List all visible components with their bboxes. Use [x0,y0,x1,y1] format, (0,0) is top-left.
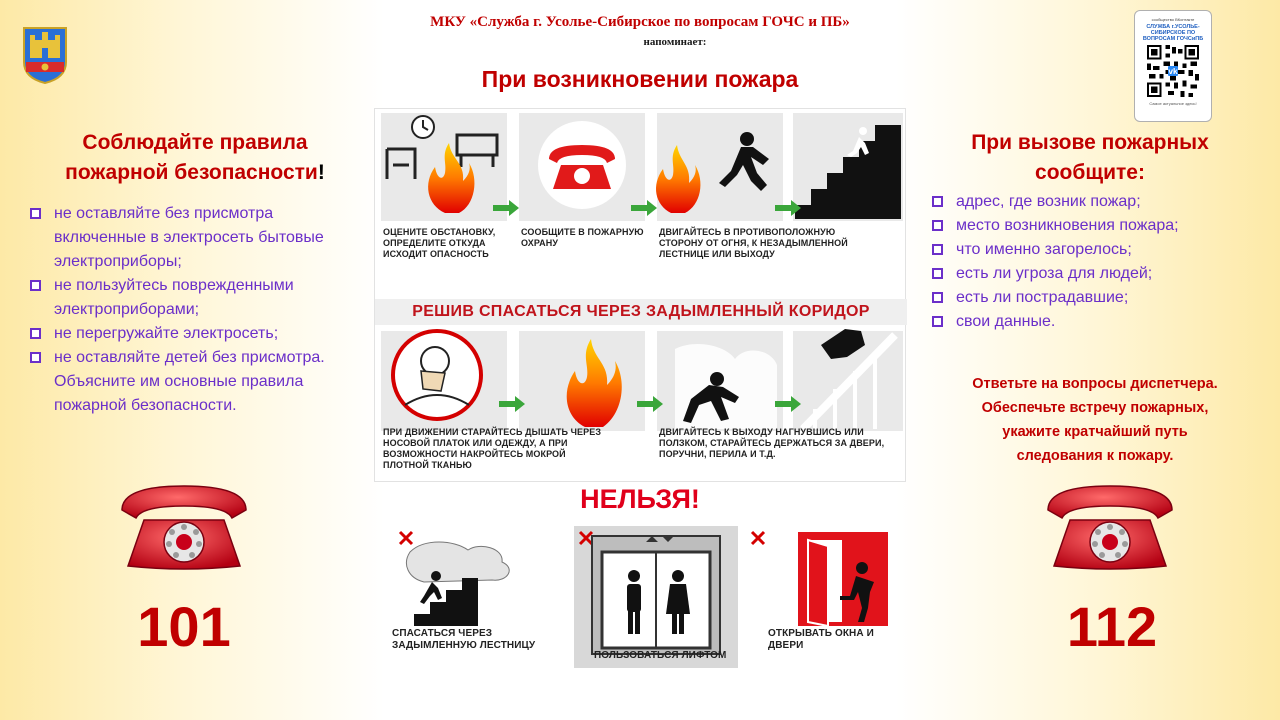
checkbox-bullet-icon [30,280,41,291]
qr-caption-top: сообщество ВКонтакте [1151,17,1195,22]
reminds-label: напоминает: [643,36,707,48]
list-item: не оставляйте без присмотра включенные в электросеть бытовые электроприборы; [28,202,358,274]
right-heading [930,128,1250,188]
svg-text:vk: vk [1168,66,1178,77]
telephone-icon [114,480,254,572]
forbidden-actions [384,522,894,672]
dispatcher-line: укажите кратчайший путь [1002,424,1188,440]
report-items-list [930,190,1250,334]
person-covering-face-icon [393,331,481,419]
list-item: не пользуйтесь поврежденными электроприборами; [28,274,358,322]
step-caption: ПРИ ДВИЖЕНИИ СТАРАЙТЕСЬ ДЫШАТЬ ЧЕРЕЗ НОСОВОЙ ПЛАТОК ИЛИ ОДЕЖДУ, А ПРИ ВОЗМОЖНОСТИ НАКРОЙТЕСЬ МОКРОЙ ПЛОТНОЙ ТКАНЬЮ [383,427,602,470]
list-item: есть ли пострадавшие; [930,286,1250,310]
dispatcher-line: Обеспечьте встречу пожарных, [981,400,1209,416]
dispatcher-line: следования к пожару. [1016,448,1174,464]
forbidden-caption: ОТКРЫВАТЬ ОКНА И ДВЕРИ [768,628,874,651]
list-item: не перегружайте электросеть; [28,322,358,346]
checkbox-bullet-icon [30,352,41,363]
safety-rules-list [28,202,358,418]
list-item: адрес, где возник пожар; [930,190,1250,214]
right-heading-line1: При вызове пожарных [971,131,1209,154]
qr-caption-bottom: Самое актуальное здесь! [1149,101,1197,106]
list-item: что именно загорелось; [930,238,1250,262]
organization-title: МКУ «Служба г. Усолье-Сибирское по вопросам ГОЧС и ПБ» [430,14,850,30]
left-heading-line2: пожарной безопасности [65,161,318,184]
checkbox-bullet-icon [932,292,943,303]
fire-service-number: 101 [137,595,231,658]
red-telephone-icon [538,121,626,209]
left-heading-line1: Соблюдайте правила [82,131,308,154]
checkbox-bullet-icon [30,208,41,219]
checkbox-bullet-icon [932,268,943,279]
step-caption: СООБЩИТЕ В ПОЖАРНУЮ ОХРАНУ [521,227,644,248]
checkbox-bullet-icon [932,244,943,255]
elevator-icon [592,536,720,654]
qr-community-card[interactable] [1134,10,1212,122]
forbidden-caption: СПАСАТЬСЯ ЧЕРЕЗ ЗАДЫМЛЕННУЮ ЛЕСТНИЦУ [392,628,536,651]
emergency-number: 112 [1066,595,1158,658]
fire-actions-infographic [374,108,906,482]
list-item: свои данные. [930,310,1250,334]
checkbox-bullet-icon [932,316,943,327]
forbidden-title: НЕЛЬЗЯ! [580,484,700,514]
qr-code-icon[interactable] [1147,45,1199,97]
qr-community-name: СЛУЖБА г.УСОЛЬЕ-СИБИРСКОЕ ПО ВОПРОСАМ ГОЧСиПБ [1142,24,1204,42]
checkbox-bullet-icon [932,220,943,231]
telephone-icon [1040,480,1180,572]
checkbox-bullet-icon [932,196,943,207]
right-heading-line2: сообщите: [1035,161,1145,184]
left-heading-exclamation: ! [317,161,325,184]
city-coat-of-arms-icon [22,26,68,84]
checkbox-bullet-icon [30,328,41,339]
list-item: есть ли угроза для людей; [930,262,1250,286]
dispatcher-line: Ответьте на вопросы диспетчера. [972,376,1218,392]
page-title: При возникновении пожара [481,66,799,92]
list-item: место возникновения пожара; [930,214,1250,238]
smoke-corridor-banner: РЕШИВ СПАСАТЬСЯ ЧЕРЕЗ ЗАДЫМЛЕННЫЙ КОРИДОР [375,299,907,325]
step-caption: ДВИГАЙТЕСЬ К ВЫХОДУ НАГНУВШИСЬ ИЛИ ПОЛЗКОМ, СТАРАЙТЕСЬ ДЕРЖАТЬСЯ ЗА ДВЕРИ, ПОРУЧНИ, ПЕРИЛА И Т.Д. [659,427,885,459]
crawling-person-icon [675,344,777,429]
dispatcher-instructions [925,372,1265,468]
list-item: не оставляйте детей без присмотра. Объясните им основные правила пожарной безопасности. [28,346,358,418]
forbidden-caption: ПОЛЬЗОВАТЬСЯ ЛИФТОМ [594,650,727,661]
step-caption: ОЦЕНИТЕ ОБСТАНОВКУ, ОПРЕДЕЛИТЕ ОТКУДА ИСХОДИТ ОПАСНОСТЬ [383,227,496,259]
left-heading [40,128,350,188]
clock-icon [412,116,434,138]
open-door-icon [798,532,888,626]
step-caption: ДВИГАЙТЕСЬ В ПРОТИВОПОЛОЖНУЮ СТОРОНУ ОТ ОГНЯ, К НЕЗАДЫМЛЕННОЙ ЛЕСТНИЦЕ ИЛИ ВЫХОДУ [659,227,848,259]
